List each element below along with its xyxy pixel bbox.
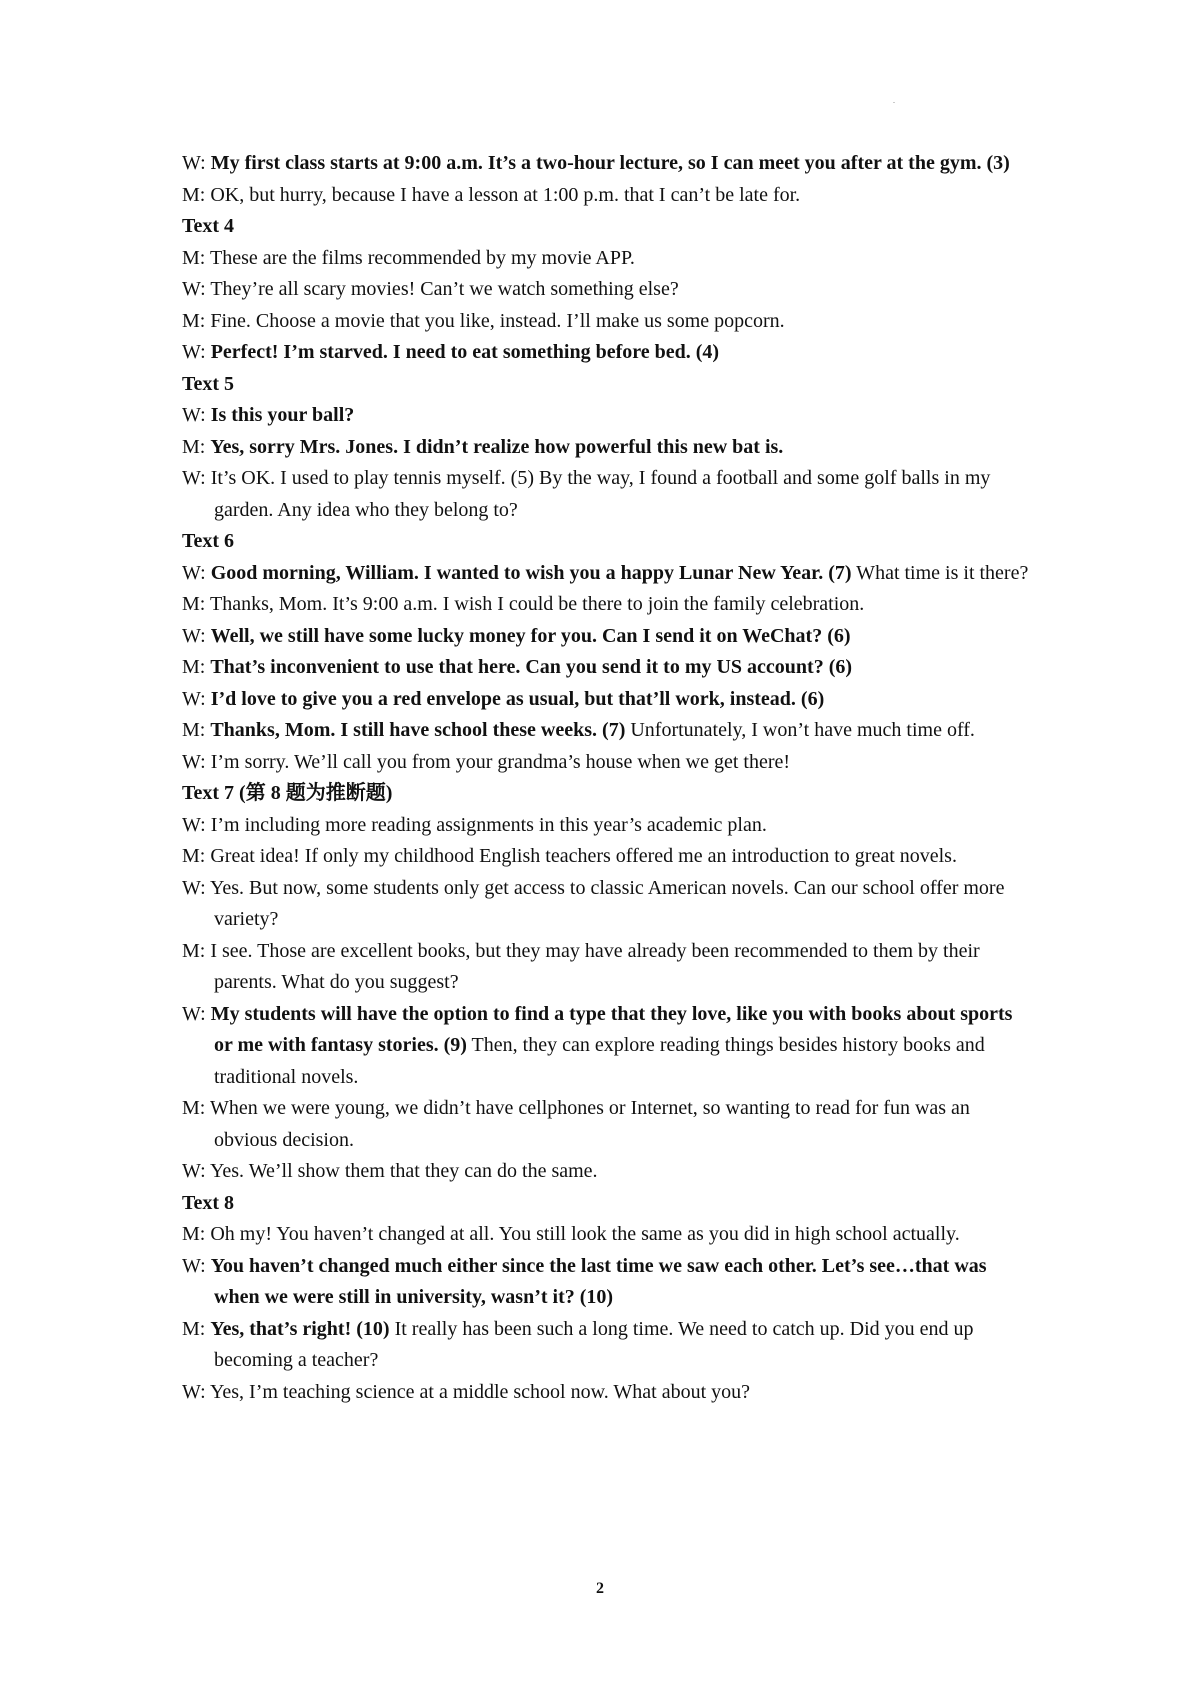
dialogue-line bbox=[182, 747, 1032, 779]
dialogue-line bbox=[182, 180, 1032, 212]
bold-text: My first class starts at 9:00 a.m. It’s a two-hour lecture, so I can meet you after at the gym. (3) bbox=[210, 152, 1010, 174]
dialogue-text: Yes, I’m teaching science at a middle school now. What about you? bbox=[209, 1380, 751, 1403]
bold-text: That’s inconvenient to use that here. Can you send it to my US account? (6) bbox=[210, 656, 853, 678]
dialogue-line bbox=[182, 274, 1032, 306]
dialogue-line bbox=[182, 873, 1032, 936]
speaker-label: W: bbox=[182, 1254, 211, 1277]
dialogue-line bbox=[182, 684, 1032, 716]
dialogue-text: Thanks, Mom. It’s 9:00 a.m. I wish I could be there to join the family celebration. bbox=[209, 593, 865, 615]
speaker-label: W: bbox=[182, 624, 211, 647]
dialogue-text: They’re all scary movies! Can’t we watch something else? bbox=[210, 278, 679, 300]
dialogue-text: Oh my! You haven’t changed at all. You still look the same as you did in high school actually. bbox=[210, 1223, 960, 1245]
dialogue-text: Then, they can explore reading things besides history books and traditional novels. bbox=[214, 1034, 985, 1088]
speaker-label: W: bbox=[182, 278, 211, 300]
dialogue-line bbox=[182, 589, 1032, 621]
speaker-label: M: bbox=[182, 719, 211, 741]
header-mark: . bbox=[893, 96, 895, 105]
speaker-label: M: bbox=[182, 1097, 210, 1119]
dialogue-line bbox=[182, 841, 1032, 873]
speaker-label: W: bbox=[182, 1160, 210, 1182]
dialogue-text: Unfortunately, I won’t have much time off. bbox=[625, 719, 975, 741]
dialogue-text: Yes. We’ll show them that they can do the same. bbox=[209, 1160, 598, 1182]
dialogue-line bbox=[182, 810, 1032, 842]
bold-text: Perfect! I’m starved. I need to eat something before bed. (4) bbox=[210, 341, 720, 363]
speaker-label: W: bbox=[182, 467, 211, 489]
speaker-label: M: bbox=[182, 183, 211, 206]
bold-text: I’d love to give you a red envelope as usual, but that’ll work, instead. (6) bbox=[210, 687, 825, 710]
dialogue-line bbox=[182, 432, 1032, 464]
transcript-body bbox=[182, 148, 1032, 1408]
speaker-label: W: bbox=[182, 152, 211, 174]
dialogue-text: It really has been such a long time. We need to catch up. Did you end up becoming a teacher? bbox=[214, 1317, 974, 1371]
page-number: 2 bbox=[596, 1580, 604, 1597]
dialogue-text: What time is it there? bbox=[851, 561, 1029, 584]
speaker-label: M: bbox=[182, 939, 211, 962]
speaker-label: M: bbox=[182, 1317, 211, 1340]
speaker-label: W: bbox=[182, 876, 210, 899]
dialogue-text: I’m including more reading assignments in this year’s academic plan. bbox=[210, 813, 767, 836]
dialogue-line bbox=[182, 621, 1032, 653]
bold-text: Yes, that’s right! (10) bbox=[210, 1317, 390, 1340]
dialogue-line bbox=[182, 148, 1032, 180]
dialogue-line bbox=[182, 652, 1032, 684]
bold-text: You haven’t changed much either since the last time we saw each other. Let’s see…that was when we were still in university, wasn’t it? (10) bbox=[210, 1254, 987, 1308]
dialogue-text: When we were young, we didn’t have cellphones or Internet, so wanting to read for fun was an obvious decision. bbox=[209, 1097, 970, 1151]
dialogue-line bbox=[182, 337, 1032, 369]
bold-text: Thanks, Mom. I still have school these weeks. (7) bbox=[210, 719, 626, 741]
section-heading: Text 6 bbox=[182, 530, 235, 552]
speaker-label: M: bbox=[182, 435, 211, 458]
dialogue-text: Great idea! If only my childhood English teachers offered me an introduction to great novels. bbox=[210, 845, 957, 867]
speaker-label: W: bbox=[182, 404, 211, 426]
section-heading: Text 8 bbox=[182, 1191, 235, 1214]
speaker-label: W: bbox=[182, 1002, 211, 1025]
speaker-label: W: bbox=[182, 813, 211, 836]
speaker-label: W: bbox=[182, 341, 211, 363]
speaker-label: M: bbox=[182, 246, 210, 269]
dialogue-text: I’m sorry. We’ll call you from your grandma’s house when we get there! bbox=[210, 750, 791, 773]
dialogue-line bbox=[182, 715, 1032, 747]
bold-text: Yes, sorry Mrs. Jones. I didn’t realize how powerful this new bat is. bbox=[210, 435, 784, 458]
bold-text: Is this your ball? bbox=[210, 404, 355, 426]
dialogue-line bbox=[182, 936, 1032, 999]
dialogue-line bbox=[182, 243, 1032, 275]
dialogue-line bbox=[182, 1377, 1032, 1409]
dialogue-line bbox=[182, 1219, 1032, 1251]
dialogue-text: I see. Those are excellent books, but they may have already been recommended to them by their parents. What do you suggest? bbox=[210, 939, 980, 993]
speaker-label: W: bbox=[182, 750, 211, 773]
speaker-label: W: bbox=[182, 687, 211, 710]
speaker-label: M: bbox=[182, 845, 211, 867]
dialogue-line bbox=[182, 1251, 1032, 1314]
dialogue-text: OK, but hurry, because I have a lesson at 1:00 p.m. that I can’t be late for. bbox=[210, 183, 801, 206]
section-heading: Text 7 (第 8 题为推断题) bbox=[182, 782, 393, 804]
bold-text: My students will have the option to find a type that they love, like you with books about sports or me with fantasy stories. (9) bbox=[210, 1002, 1013, 1056]
section-heading: Text 4 bbox=[182, 215, 235, 237]
speaker-label: M: bbox=[182, 656, 211, 678]
dialogue-line bbox=[182, 1093, 1032, 1156]
dialogue-line bbox=[182, 1314, 1032, 1377]
speaker-label: W: bbox=[182, 561, 211, 584]
dialogue-line bbox=[182, 999, 1032, 1094]
bold-text: Good morning, William. I wanted to wish you a happy Lunar New Year. (7) bbox=[210, 561, 852, 584]
dialogue-line bbox=[182, 463, 1032, 526]
section-heading: Text 5 bbox=[182, 372, 235, 395]
dialogue-text: Fine. Choose a movie that you like, instead. I’ll make us some popcorn. bbox=[210, 309, 785, 332]
speaker-label: M: bbox=[182, 593, 210, 615]
dialogue-text: These are the films recommended by my movie APP. bbox=[209, 246, 635, 269]
dialogue-line bbox=[182, 306, 1032, 338]
dialogue-text: Yes. But now, some students only get access to classic American novels. Can our school offer more variety? bbox=[209, 876, 1005, 930]
speaker-label: M: bbox=[182, 309, 211, 332]
speaker-label: W: bbox=[182, 1380, 210, 1403]
speaker-label: M: bbox=[182, 1223, 211, 1245]
dialogue-line bbox=[182, 400, 1032, 432]
bold-text: Well, we still have some lucky money for you. Can I send it on WeChat? (6) bbox=[210, 624, 851, 647]
dialogue-text: It’s OK. I used to play tennis myself. (5) By the way, I found a football and some golf balls in my garden. Any idea who they belong to? bbox=[210, 467, 991, 521]
dialogue-line bbox=[182, 1156, 1032, 1188]
dialogue-line bbox=[182, 558, 1032, 590]
